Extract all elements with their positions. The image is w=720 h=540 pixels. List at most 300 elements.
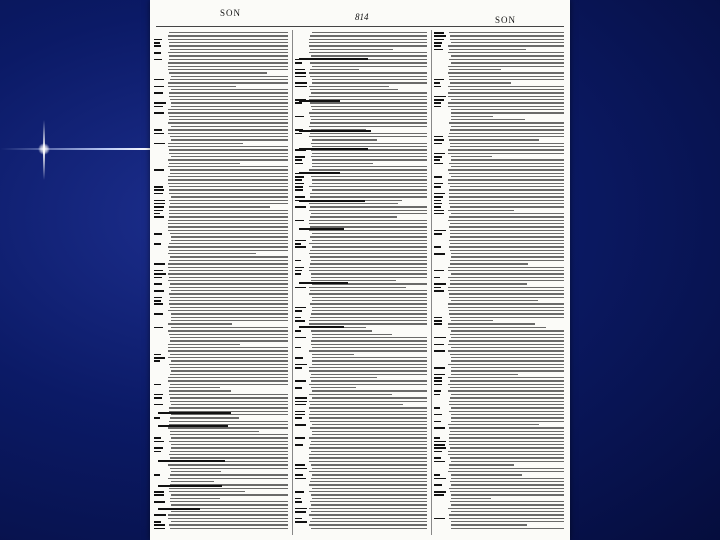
verse-reference bbox=[295, 424, 306, 426]
text-line bbox=[310, 116, 427, 117]
text-line bbox=[171, 320, 288, 321]
verse-reference bbox=[154, 441, 164, 443]
verse-reference bbox=[295, 183, 304, 185]
text-line bbox=[451, 504, 564, 505]
verse-reference bbox=[434, 213, 444, 215]
text-line bbox=[448, 364, 564, 365]
text-line bbox=[448, 183, 564, 184]
text-line bbox=[449, 226, 564, 227]
verse-reference bbox=[154, 45, 161, 47]
text-line bbox=[168, 380, 288, 381]
verse-reference bbox=[295, 491, 304, 493]
verse-reference bbox=[295, 196, 305, 198]
text-line bbox=[311, 344, 427, 345]
text-line bbox=[169, 390, 231, 391]
text-line bbox=[171, 76, 288, 77]
text-line bbox=[171, 106, 288, 107]
text-line bbox=[310, 427, 427, 428]
text-line bbox=[448, 424, 539, 425]
text-line bbox=[450, 387, 564, 388]
text-line bbox=[169, 407, 288, 408]
verse-reference bbox=[295, 347, 301, 349]
text-line bbox=[168, 129, 288, 130]
text-line bbox=[450, 260, 564, 261]
text-line bbox=[168, 122, 288, 123]
text-line bbox=[312, 297, 427, 298]
text-line bbox=[451, 417, 564, 418]
verse-reference bbox=[434, 200, 441, 202]
verse-reference bbox=[434, 444, 445, 446]
text-line bbox=[171, 447, 288, 448]
text-line bbox=[450, 206, 564, 207]
text-line bbox=[169, 116, 288, 117]
text-line bbox=[312, 233, 427, 234]
verse-reference bbox=[295, 521, 307, 523]
text-line bbox=[169, 243, 288, 244]
text-line bbox=[170, 79, 288, 80]
text-line bbox=[168, 166, 288, 167]
text-line bbox=[451, 494, 564, 495]
text-line bbox=[170, 451, 288, 452]
verse-reference bbox=[434, 344, 444, 346]
verse-reference bbox=[154, 189, 164, 191]
text-line bbox=[311, 260, 427, 261]
text-line bbox=[171, 126, 288, 127]
verse-reference bbox=[154, 394, 163, 396]
text-line bbox=[449, 313, 564, 314]
text-line bbox=[311, 504, 427, 505]
text-line bbox=[309, 267, 427, 268]
text-line bbox=[171, 196, 288, 197]
text-line bbox=[168, 377, 288, 378]
text-line bbox=[451, 109, 564, 110]
text-line bbox=[450, 236, 564, 237]
text-line bbox=[310, 290, 427, 291]
text-line bbox=[170, 307, 288, 308]
text-line bbox=[450, 280, 564, 281]
verse-reference bbox=[434, 377, 442, 379]
text-line bbox=[309, 96, 427, 97]
verse-reference bbox=[295, 464, 305, 466]
text-line bbox=[449, 133, 564, 134]
text-line bbox=[171, 156, 288, 157]
text-line bbox=[311, 340, 427, 341]
entry-heading bbox=[158, 412, 231, 414]
text-line bbox=[309, 484, 427, 485]
text-line bbox=[451, 300, 538, 301]
verse-reference bbox=[434, 102, 441, 104]
text-line bbox=[311, 441, 427, 442]
verse-reference bbox=[434, 196, 443, 198]
text-line bbox=[168, 82, 288, 83]
text-line bbox=[310, 89, 398, 90]
verse-reference bbox=[295, 273, 301, 275]
text-line bbox=[169, 213, 288, 214]
text-line bbox=[311, 119, 427, 120]
text-line bbox=[168, 330, 288, 331]
text-line bbox=[169, 72, 267, 73]
text-line bbox=[309, 42, 427, 43]
text-line bbox=[309, 491, 427, 492]
verse-reference bbox=[434, 39, 444, 41]
verse-reference bbox=[295, 179, 302, 181]
verse-reference bbox=[154, 200, 165, 202]
text-line bbox=[451, 474, 522, 475]
text-line bbox=[170, 434, 288, 435]
text-line bbox=[171, 494, 288, 495]
text-line bbox=[169, 186, 288, 187]
header-right-word: SON bbox=[495, 15, 517, 25]
verse-reference bbox=[434, 163, 443, 165]
text-line bbox=[310, 256, 427, 257]
text-line bbox=[309, 437, 427, 438]
verse-reference bbox=[434, 457, 441, 459]
verse-reference bbox=[295, 69, 305, 71]
verse-reference bbox=[295, 206, 306, 208]
text-line bbox=[169, 189, 288, 190]
text-line bbox=[450, 481, 564, 482]
text-line bbox=[168, 226, 288, 227]
text-line bbox=[309, 210, 427, 211]
verse-reference bbox=[154, 39, 162, 41]
text-line bbox=[448, 307, 564, 308]
verse-reference bbox=[154, 112, 164, 114]
text-line bbox=[309, 508, 427, 509]
text-line bbox=[168, 427, 288, 428]
text-line bbox=[448, 92, 564, 93]
text-line bbox=[168, 39, 288, 40]
text-line bbox=[168, 66, 288, 67]
verse-reference bbox=[434, 193, 445, 195]
text-line bbox=[451, 159, 564, 160]
header-left-word: SON bbox=[220, 8, 242, 18]
text-line bbox=[448, 106, 564, 107]
text-line bbox=[168, 159, 288, 160]
verse-reference bbox=[295, 189, 303, 191]
verse-reference bbox=[295, 102, 302, 104]
text-lines bbox=[434, 30, 566, 535]
text-line bbox=[309, 367, 427, 368]
entry-heading bbox=[299, 200, 365, 202]
text-line bbox=[449, 411, 564, 412]
text-line bbox=[310, 377, 377, 378]
text-line bbox=[450, 143, 564, 144]
text-line bbox=[449, 464, 514, 465]
text-line bbox=[309, 243, 427, 244]
text-line bbox=[312, 390, 427, 391]
text-line bbox=[169, 303, 288, 304]
text-line bbox=[169, 491, 245, 492]
text-line bbox=[449, 514, 564, 515]
text-line bbox=[169, 421, 288, 422]
text-line bbox=[312, 153, 427, 154]
text-line bbox=[449, 434, 564, 435]
verse-reference bbox=[295, 501, 302, 503]
verse-reference bbox=[154, 92, 163, 94]
text-line bbox=[311, 330, 372, 331]
text-line bbox=[310, 216, 397, 217]
verse-reference bbox=[154, 514, 166, 516]
text-line bbox=[309, 112, 427, 113]
verse-reference bbox=[434, 153, 445, 155]
text-line bbox=[449, 49, 526, 50]
verse-reference bbox=[295, 76, 306, 78]
text-line bbox=[449, 444, 564, 445]
verse-reference bbox=[295, 330, 301, 332]
text-line bbox=[312, 300, 427, 301]
text-line bbox=[448, 220, 564, 221]
text-line bbox=[450, 431, 564, 432]
verse-reference bbox=[434, 451, 442, 453]
text-line bbox=[310, 501, 427, 502]
verse-reference bbox=[434, 203, 442, 205]
text-line bbox=[169, 394, 288, 395]
text-line bbox=[309, 394, 392, 395]
text-line bbox=[310, 303, 427, 304]
text-line bbox=[449, 122, 564, 123]
text-line bbox=[311, 387, 356, 388]
verse-reference bbox=[434, 96, 446, 98]
text-line bbox=[450, 283, 527, 284]
text-line bbox=[451, 337, 564, 338]
text-line bbox=[451, 320, 493, 321]
verse-reference bbox=[154, 210, 163, 212]
text-line bbox=[312, 32, 427, 33]
text-line bbox=[448, 102, 564, 103]
text-lines bbox=[295, 30, 429, 535]
verse-reference bbox=[295, 337, 306, 339]
page-header bbox=[150, 4, 570, 24]
verse-reference bbox=[434, 290, 444, 292]
verse-reference bbox=[154, 233, 162, 235]
text-line bbox=[168, 62, 288, 63]
text-line bbox=[312, 354, 354, 355]
verse-reference bbox=[434, 317, 442, 319]
text-line bbox=[169, 216, 288, 217]
verse-reference bbox=[295, 364, 307, 366]
text-line bbox=[169, 119, 288, 120]
text-line bbox=[451, 524, 527, 525]
text-line bbox=[449, 468, 564, 469]
text-line bbox=[448, 86, 564, 87]
text-line bbox=[449, 59, 564, 60]
verse-reference bbox=[154, 491, 164, 493]
text-line bbox=[448, 287, 564, 288]
text-line bbox=[171, 327, 288, 328]
text-line bbox=[310, 263, 427, 264]
text-line bbox=[168, 267, 288, 268]
text-line bbox=[309, 471, 427, 472]
text-line bbox=[310, 49, 393, 50]
verse-reference bbox=[154, 129, 162, 131]
text-line bbox=[312, 474, 427, 475]
text-line bbox=[168, 323, 232, 324]
verse-reference bbox=[295, 508, 307, 510]
text-line bbox=[310, 444, 427, 445]
text-line bbox=[170, 498, 220, 499]
text-line bbox=[450, 354, 564, 355]
text-line bbox=[170, 457, 288, 458]
text-line bbox=[448, 72, 564, 73]
text-line bbox=[311, 478, 427, 479]
verse-reference bbox=[154, 59, 162, 61]
text-line bbox=[451, 62, 564, 63]
verse-reference bbox=[434, 186, 441, 188]
text-line bbox=[312, 310, 427, 311]
text-column-3 bbox=[434, 30, 566, 535]
text-line bbox=[449, 203, 564, 204]
verse-reference bbox=[295, 186, 303, 188]
text-line bbox=[449, 139, 539, 140]
verse-reference bbox=[154, 524, 165, 526]
text-line bbox=[450, 250, 564, 251]
text-line bbox=[170, 374, 288, 375]
text-line bbox=[309, 524, 427, 525]
text-line bbox=[168, 146, 288, 147]
text-line bbox=[169, 387, 220, 388]
text-line bbox=[168, 220, 288, 221]
text-line bbox=[171, 89, 288, 90]
text-line bbox=[309, 45, 427, 46]
text-line bbox=[451, 461, 564, 462]
text-line bbox=[168, 35, 288, 36]
text-column-2 bbox=[295, 30, 429, 535]
text-line bbox=[170, 283, 288, 284]
verse-reference bbox=[154, 270, 163, 272]
text-line bbox=[309, 514, 427, 515]
text-line bbox=[309, 417, 427, 418]
verse-reference bbox=[434, 390, 441, 392]
text-line bbox=[450, 129, 564, 130]
verse-reference bbox=[154, 501, 165, 503]
text-line bbox=[312, 488, 427, 489]
text-line bbox=[449, 189, 564, 190]
verse-reference bbox=[434, 246, 441, 248]
text-line bbox=[449, 173, 564, 174]
text-line bbox=[169, 149, 288, 150]
text-line bbox=[311, 511, 427, 512]
text-line bbox=[168, 280, 288, 281]
verse-reference bbox=[434, 176, 442, 178]
verse-reference bbox=[434, 384, 442, 386]
text-line bbox=[169, 454, 288, 455]
text-line bbox=[169, 488, 288, 489]
text-line bbox=[451, 478, 564, 479]
verse-reference bbox=[434, 441, 446, 443]
text-line bbox=[451, 528, 564, 529]
text-line bbox=[309, 72, 427, 73]
text-line bbox=[171, 521, 288, 522]
text-line bbox=[449, 69, 501, 70]
verse-reference bbox=[434, 99, 444, 101]
text-line bbox=[451, 374, 518, 375]
verse-reference bbox=[434, 82, 440, 84]
entry-heading bbox=[299, 228, 344, 230]
verse-reference bbox=[295, 62, 302, 64]
entry-heading bbox=[158, 508, 200, 510]
text-line bbox=[451, 213, 564, 214]
text-line bbox=[312, 424, 427, 425]
verse-reference bbox=[434, 437, 440, 439]
text-line bbox=[451, 42, 564, 43]
verse-reference bbox=[154, 357, 165, 359]
verse-reference bbox=[295, 387, 302, 389]
verse-reference bbox=[154, 206, 164, 208]
text-line bbox=[309, 169, 427, 170]
verse-reference bbox=[295, 498, 301, 500]
verse-reference bbox=[434, 270, 444, 272]
verse-reference bbox=[295, 414, 305, 416]
text-line bbox=[311, 528, 427, 529]
text-line bbox=[310, 76, 427, 77]
text-line bbox=[168, 344, 240, 345]
verse-reference bbox=[154, 528, 165, 530]
text-line bbox=[451, 511, 564, 512]
verse-reference bbox=[295, 417, 302, 419]
verse-reference bbox=[295, 260, 301, 262]
text-line bbox=[311, 156, 427, 157]
entry-heading bbox=[158, 425, 228, 427]
text-line bbox=[309, 39, 427, 40]
verse-reference bbox=[434, 491, 446, 493]
verse-reference bbox=[154, 327, 163, 329]
text-line bbox=[311, 55, 427, 56]
text-line bbox=[170, 99, 288, 100]
text-line bbox=[168, 357, 288, 358]
text-line bbox=[309, 52, 427, 53]
text-line bbox=[449, 200, 564, 201]
text-line bbox=[171, 404, 288, 405]
text-line bbox=[450, 317, 564, 318]
text-line bbox=[309, 203, 398, 204]
text-line bbox=[450, 89, 564, 90]
text-line bbox=[312, 337, 427, 338]
text-line bbox=[168, 310, 288, 311]
text-line bbox=[171, 317, 288, 318]
text-column-1 bbox=[154, 30, 290, 535]
concordance-page bbox=[150, 0, 570, 540]
text-line bbox=[311, 273, 427, 274]
text-line bbox=[451, 253, 564, 254]
text-line bbox=[448, 52, 564, 53]
text-line bbox=[170, 384, 288, 385]
verse-reference bbox=[295, 310, 302, 312]
text-line bbox=[312, 240, 427, 241]
text-line bbox=[309, 220, 427, 221]
verse-reference bbox=[154, 203, 165, 205]
text-line bbox=[309, 253, 427, 254]
verse-reference bbox=[295, 511, 306, 513]
text-line bbox=[312, 189, 427, 190]
text-line bbox=[312, 246, 427, 247]
entry-heading bbox=[299, 148, 368, 150]
verse-reference bbox=[154, 417, 160, 419]
verse-reference bbox=[434, 233, 442, 235]
text-line bbox=[450, 186, 564, 187]
page-number: 814 bbox=[355, 12, 369, 22]
text-line bbox=[312, 498, 427, 499]
text-line bbox=[450, 82, 511, 83]
verse-reference bbox=[154, 397, 162, 399]
text-line bbox=[168, 253, 256, 254]
text-line bbox=[309, 223, 427, 224]
verse-reference bbox=[434, 79, 444, 81]
text-line bbox=[171, 437, 288, 438]
text-line bbox=[451, 55, 564, 56]
text-line bbox=[309, 401, 427, 402]
verse-reference bbox=[295, 82, 307, 84]
text-line bbox=[171, 139, 288, 140]
